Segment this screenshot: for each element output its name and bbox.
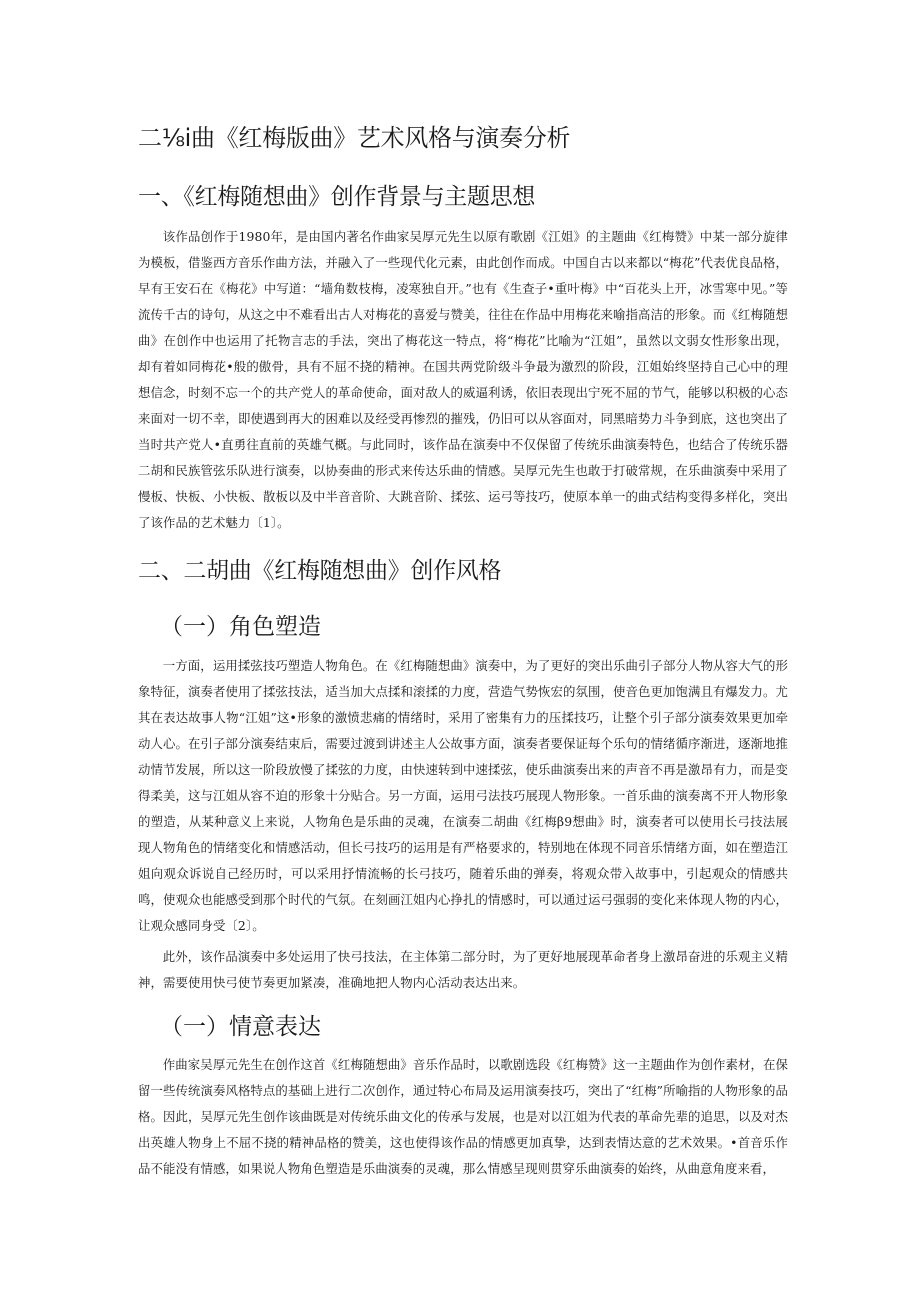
paragraph-background: 该作品创作于1980年，是由国内著名作曲家吴厚元先生以原有歌剧《江姐》的主题曲《红梅赞》中某一部分旋律为模板，借鉴西方音乐作曲方法，并融入了一些现代化元素，由此创作而成。中国自古以来都以“梅花”代表优良品格，早有王安石在《梅花》中写道：“墙角数枝梅，凌寒独自开。”也有《生查子•重叶梅》中“百花头上开，冰雪寒中见。”等流传千古的诗句，从这之中不难看出古人对梅花的喜爱与赞美，往往在作品中用梅花来喻指高洁的形象。而《红梅随想曲》在创作中也运用了托物言志的手法，突出了梅花这一特点，将“梅花”比喻为“江姐”，虽然以文弱女性形象出现，却有着如同梅花•般的傲骨，具有不屈不挠的精神。在国共两党阶级斗争最为激烈的阶段，江姐始终坚持自己心中的理想信念，时刻不忘一个的共产党人的革命使命，面对敌人的威逼利诱，依旧表现出宁死不屈的节气，能够以积极的心态来面对一切不幸，即使遇到再大的困难以及经受再惨烈的摧残，仍旧可以从容面对，同黑暗势力斗争到底，这也突出了当时共产党人•直勇往直前的英雄气概。与此同时，该作品在演奏中不仅保留了传统乐曲演奏特色，也结合了传统乐器二胡和民族管弦乐队进行演奏，以协奏曲的形式来传达乐曲的情感。吴厚元先生也敢于打破常规，在乐曲演奏中采用了慢板、快板、小快板、散板以及中半音音阶、大跳音阶、揉弦、运弓等技巧，使原本单一的曲式结构变得多样化，突出了该作品的艺术魅力〔1〕。 — [138, 229, 788, 530]
paragraph-emotion: 作曲家吴厚元先生在创作这首《红梅随想曲》音乐作品时，以歌剧选段《红梅赞》这一主题曲作为创作素材，在保留一些传统演奏风格特点的基础上进行二次创作，通过特心布局及运用演奏技巧，突出了“红梅”所喻指的人物形象的品格。因此，吴厚元先生创作该曲既是对传统乐曲文化的传承与发展，也是对以江姐为代表的革命先辈的追思，以及对杰出英雄人物身上不屈不挠的精神品格的赞美，这也使得该作品的情感更加真挚，达到表情达意的艺术效果。•首音乐作品不能没有情感，如果说人物角色塑造是乐曲演奏的灵魂，那么情感呈现则贯穿乐曲演奏的始终，从曲意角度来看， — [138, 1057, 788, 1176]
section-heading-style: 二、二胡曲《红梅随想曲》创作风格 — [138, 558, 502, 584]
paragraph-fast-bow: 此外，该作品演奏中多处运用了快弓技法，在主体第二部分时，为了更好地展现革命者身上激昂奋进的乐观主义精神，需要使用快弓使节奏更加紧凑，准确地把人物内心活动表达出来。 — [138, 949, 788, 990]
subsection-heading-character: （一）角色塑造 — [160, 614, 321, 640]
section-heading-background: 一、《红梅随想曲》创作背景与主题思想 — [138, 184, 536, 210]
subsection-heading-emotion: （一）情意表达 — [160, 1014, 321, 1040]
document-title: 二⅛i曲《红梅版曲》艺术风格与演奏分析 — [138, 124, 571, 152]
paragraph-character: 一方面，运用揉弦技巧塑造人物角色。在《红梅随想曲》演奏中，为了更好的突出乐曲引子部分人物从容大气的形象特征，演奏者使用了揉弦技法，适当加大点揉和滚揉的力度，营造气势恢宏的氛围，使音色更加饱满且有爆发力。尤其在表达故事人物“江姐”这•形象的激愤悲痛的情绪时，采用了密集有力的压揉技巧，让整个引子部分演奏效果更加牵动人心。在引子部分演奏结束后，需要过渡到讲述主人公故事方面，演奏者要保证每个乐句的情绪循序渐进，逐渐地推动情节发展，所以这一阶段放慢了揉弦的力度，由快速转到中速揉弦，使乐曲演奏出来的声音不再是激昂有力，而是变得柔美，这与江姐从容不迫的形象十分贴合。另一方面，运用弓法技巧展现人物形象。一首乐曲的演奏离不开人物形象的塑造，从某种意义上来说，人物角色是乐曲的灵魂，在演奏二胡曲《红梅β9想曲》时，演奏者可以使用长弓技法展现人物角色的情绪变化和情感活动，但长弓技巧的运用是有严格要求的，特别地在体现不同音乐情绪方面，如在塑造江姐向观众诉说自己经历时，可以采用抒情流畅的长弓技巧，随着乐曲的弹奏，将观众带入故事中，引起观众的情感共鸣，使观众也能感受到那个时代的气氛。在刻画江姐内心挣扎的情感时，可以通过运弓强弱的变化来体现人物的内心，让观众感同身受〔2〕。 — [138, 658, 788, 933]
